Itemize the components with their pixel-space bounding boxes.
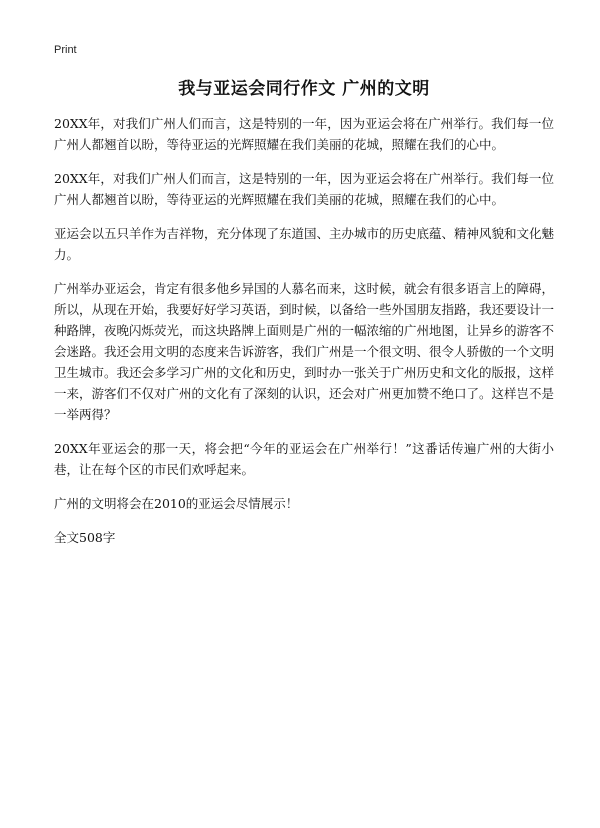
paragraph-5: 20XX年亚运会的那一天，将会把“今年的亚运会在广州举行！”这番话传遍广州的大街小巷，让在每个区的市民们欢呼起来。 [54, 441, 554, 477]
paragraph-4: 广州举办亚运会，肯定有很多他乡异国的人慕名而来，这时候，就会有很多语言上的障碍，所以，从现在开始，我要好好学习英语，到时候，以备给一些外国朋友指路，我还要设计一种路牌，夜晚闪烁荧光，而这块路牌上面则是广州的一幅浓缩的广州地图，让异乡的游客不会迷路。我还会用文明的态度来告诉游客，我们广州是一个很文明、很令人骄傲的一个文明卫生城市。我还会多学习广州的文化和历史，到时办一张关于广州历史和文化的版报，这样一来，游客们不仅对广州的文化有了深刻的认识，还会对广州更加赞不绝口了。这样岂不是一举两得？ [54, 281, 555, 422]
paragraph-3: 亚运会以五只羊作为吉祥物，充分体现了东道国、主办城市的历史底蕴、精神风貌和文化魅力。 [54, 226, 555, 262]
paragraph-1: 20XX年，对我们广州人们而言，这是特别的一年，因为亚运会将在广州举行。我们每一位广州人都翘首以盼，等待亚运的光辉照耀在我们美丽的花城，照耀在我们的心中。 [54, 116, 554, 152]
paragraph-2: 20XX年，对我们广州人们而言，这是特别的一年，因为亚运会将在广州举行。我们每一位广州人都翘首以盼，等待亚运的光辉照耀在我们美丽的花城，照耀在我们的心中。 [54, 171, 554, 207]
page-title: 我与亚运会同行作文 广州的文明 [178, 79, 430, 99]
word-count: 全文508字 [54, 530, 116, 545]
document-page [54, 44, 554, 548]
paragraph-6: 广州的文明将会在2010的亚运会尽情展示！ [54, 496, 299, 511]
print-link[interactable]: Print [54, 44, 77, 56]
